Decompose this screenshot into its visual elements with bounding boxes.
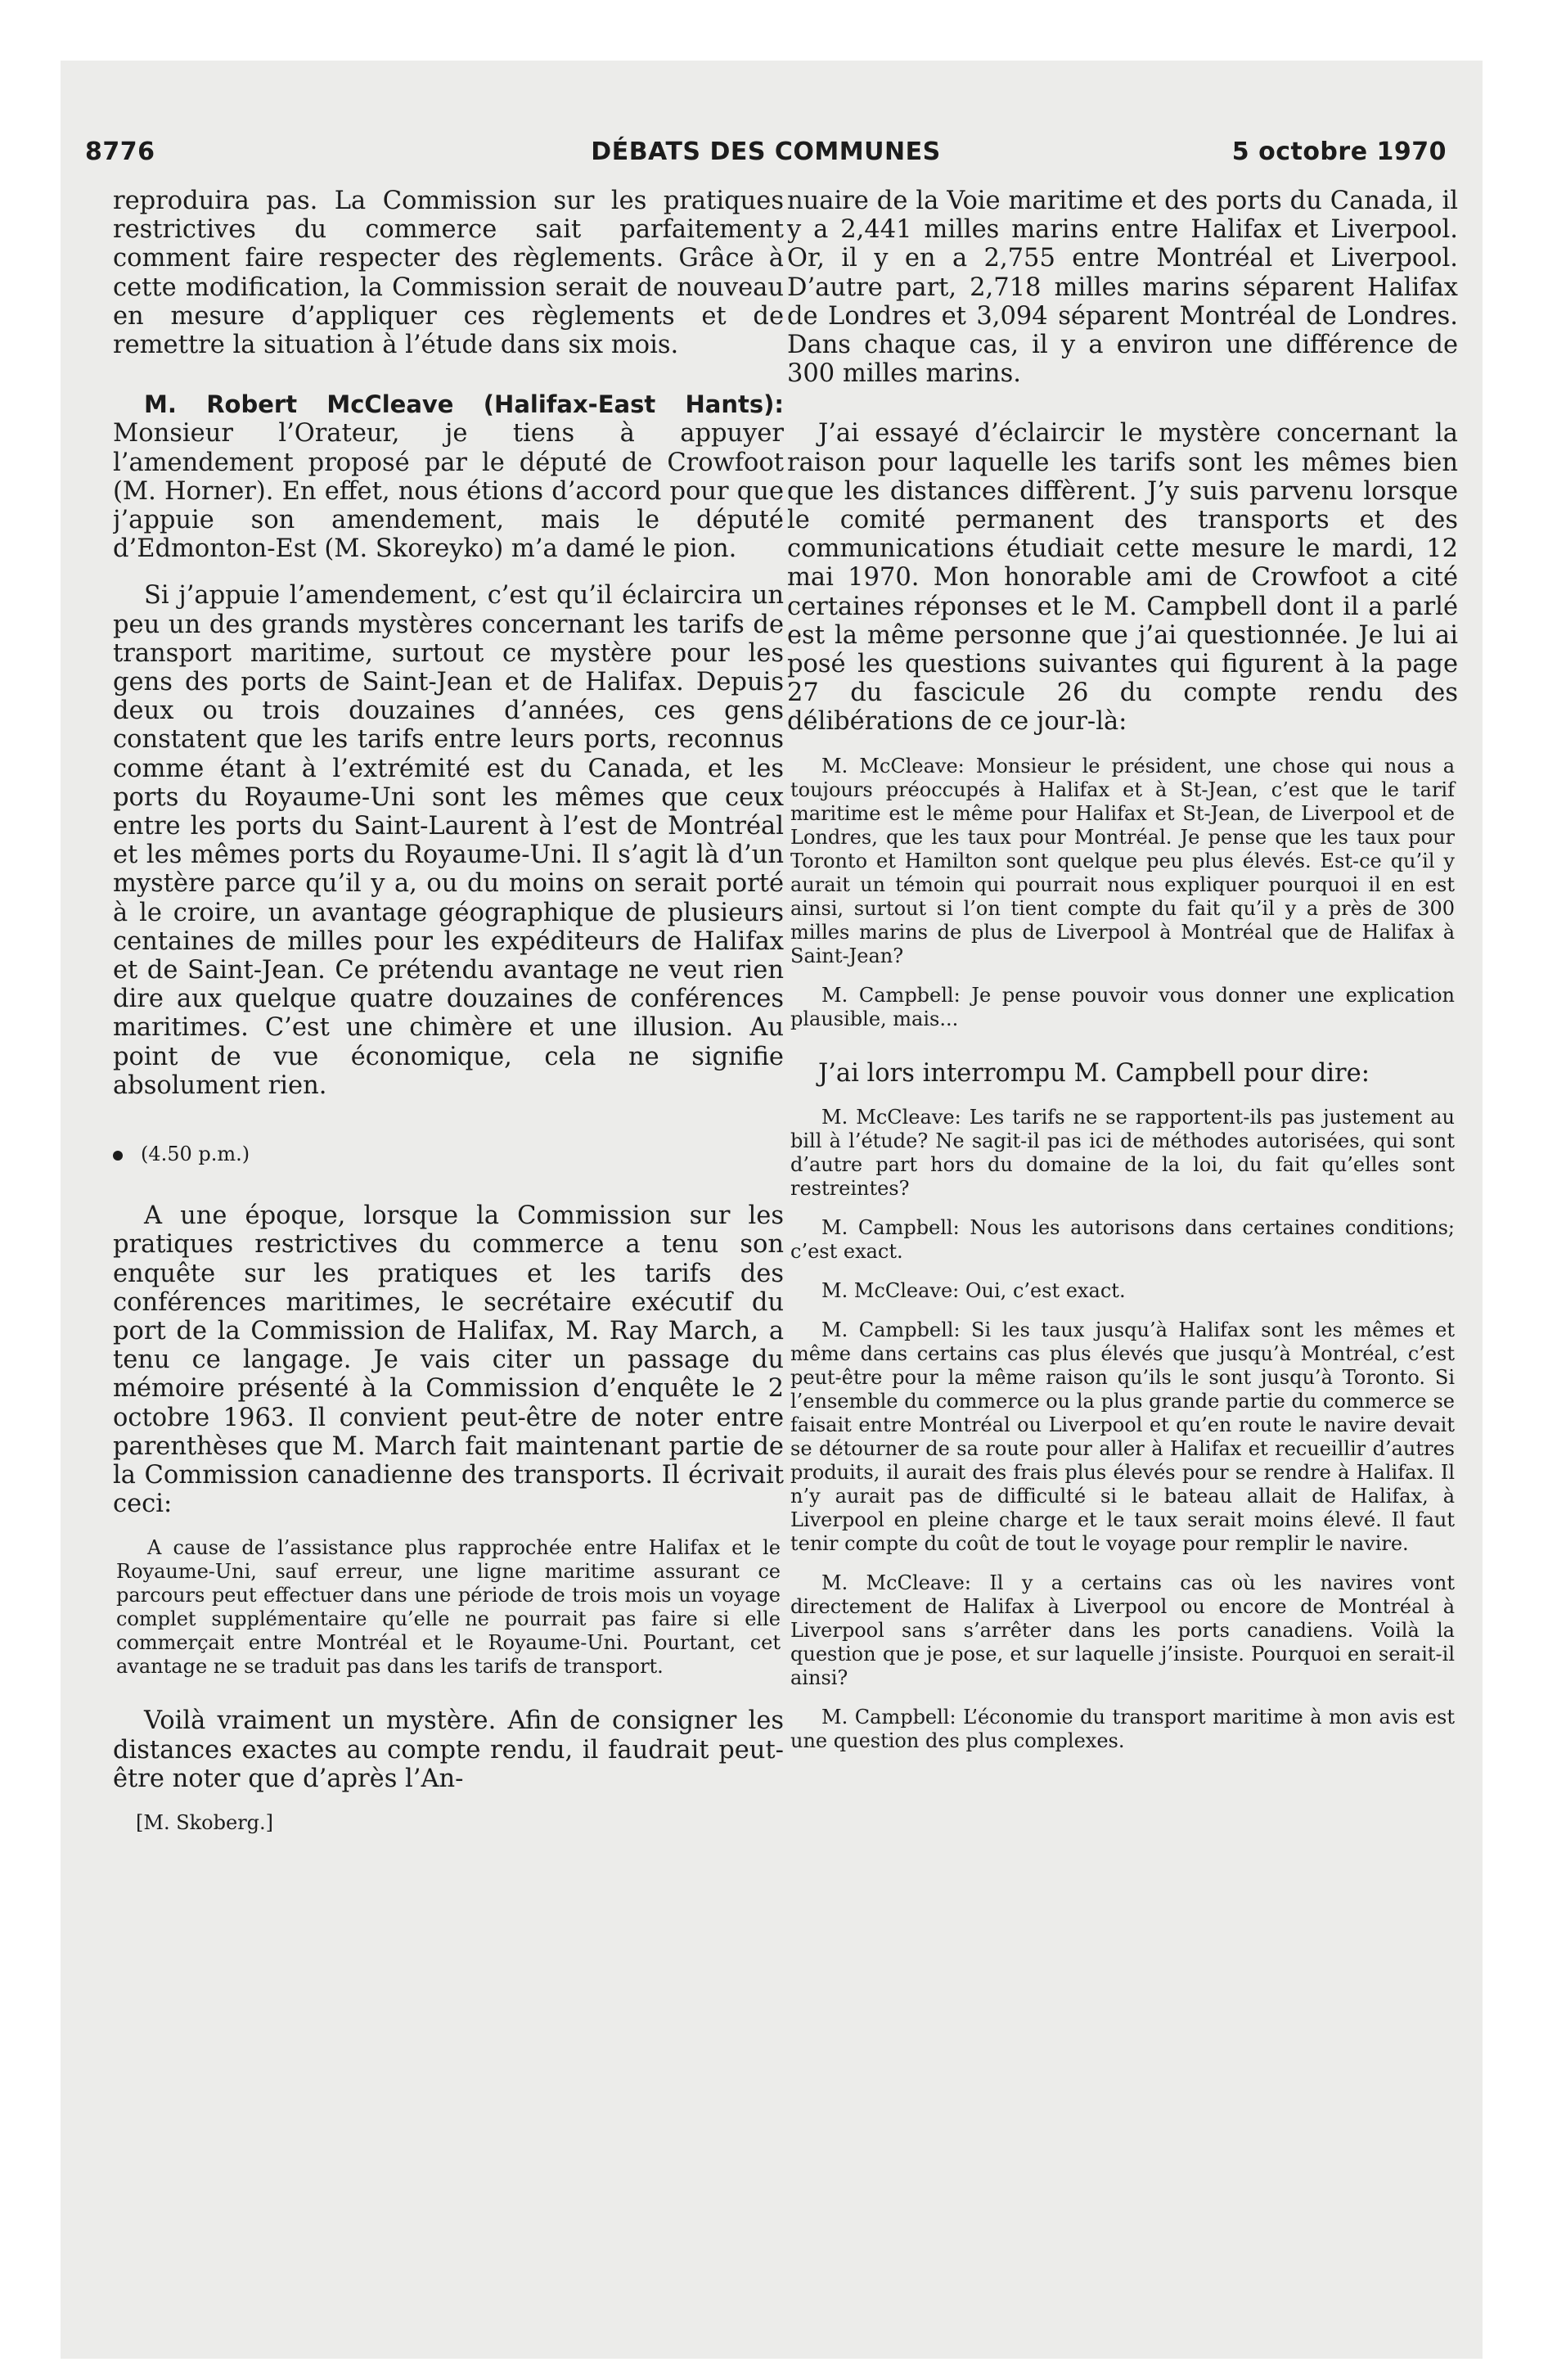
quotation: A cause de l’assistance plus rapprochée entre Halifax et le Royaume-Uni, sauf erreur, une ligne maritime assurant ce parcours peut effectuer dans une période de trois mois un voyage complet supplémentaire qu’elle ne pourrait pas faire si elle commerçait entre Montréal et le Royaume-Uni. Pourtant, cet avantage ne se traduit pas dans les tarifs de transport. [116, 1536, 781, 1679]
paragraph: Si j’appuie l’amendement, c’est qu’il éclaircira un peu un des grands mystères concernant les tarifs de transport maritime, surtout ce mystère pour les gens des ports de Saint-Jean et de Halifax. Depuis deux ou trois douzaines d’années, ces gens constatent que les tarifs entre leurs ports, reconnus comme étant à l’extrémité est du Canada, et les ports du Royaume-Uni sont les mêmes que ceux entre les ports du Saint-Laurent à l’est de Montréal et les mêmes ports du Royaume-Uni. Il s’agit là d’un mystère parce qu’il y a, ou du moins on serait porté à le croire, un avantage géographique de plusieurs centaines de milles pour les expéditeurs de Halifax et de Saint-Jean. Ce prétendu avantage ne veut rien dire aux quelque quatre douzaines de conférences maritimes. C’est une chimère et une illusion. Au point de vue économique, cela ne signifie absolument rien. [113, 581, 784, 1100]
quotation-block [116, 1536, 781, 1679]
page-number: 8776 [85, 137, 155, 166]
speech-paragraph [113, 390, 784, 563]
transcript-line: M. McCleave: Monsieur le président, une chose qui nous a toujours préoccupés à Halifax et à St-Jean, c’est que le tarif maritime est le même pour Halifax et St-Jean, de Liverpool et de Londres, que les taux pour Montréal. Je pense que les taux pour Toronto et Hamilton sont quelque peu plus élevés. Est-ce qu’il y aurait un témoin qui pourrait nous expliquer pourquoi il en est ainsi, surtout si l’on tient compte du fait qu’il y a près de 300 milles marins de plus de Liverpool à Montréal que de Halifax à Saint-Jean? [790, 754, 1455, 967]
paragraph: reproduira pas. La Commission sur les pratiques restrictives du commerce sait parfaitement comment faire respecter des règlements. Grâce à cette modification, la Commission serait de nouveau en mesure d’appliquer ces règlements et de remettre la situation à l’étude dans six mois. [113, 187, 784, 360]
running-title: DÉBATS DES COMMUNES [591, 137, 941, 166]
time-text: (4.50 p.m.) [141, 1143, 250, 1166]
transcript-line: M. McCleave: Oui, c’est exact. [821, 1278, 1126, 1302]
speech-text: Monsieur l’Orateur, je tiens à appuyer l’amendement proposé par le député de Crowfoot (M. Horner). En effet, nous étions d’accord pour que j’appuie son amendement, mais le député d’Edmonton-Est (M. Skoreyko) m’a damé le pion. [113, 419, 784, 564]
speaker-name: M. Robert McCleave (Halifax-East Hants): [144, 390, 784, 419]
paragraph: nuaire de la Voie maritime et des ports du Canada, il y a 2,441 milles marins entre Halifax et Liverpool. Or, il y en a 2,755 entre Montréal et Liverpool. D’autre part, 2,718 milles marins séparent Halifax de Londres et 3,094 séparent Montréal de Londres. Dans chaque cas, il y a environ une différence de 300 milles marins. [787, 187, 1458, 389]
transcript-line: M. McCleave: Les tarifs ne se rapportent-ils pas justement au bill à l’étude? Ne sagit-il pas ici de méthodes autorisées, qui sont d’autre part hors du domaine de la loi, du fait qu’elles sont restreintes? [790, 1105, 1455, 1200]
right-column [787, 187, 1458, 2290]
transcript-excerpt-1 [790, 755, 1455, 1031]
paragraph: A une époque, lorsque la Commission sur les pratiques restrictives du commerce a tenu son enquête sur les pratiques et les tarifs des conférences maritimes, le secrétaire exécutif du port de la Commission de Halifax, M. Ray March, a tenu ce langage. Je vais citer un passage du mémoire présenté à la Commission d’enquête le 2 octobre 1963. Il convient peut-être de noter entre parenthèses que M. March fait maintenant partie de la Commission canadienne des transports. Il écrivait ceci: [113, 1201, 784, 1519]
left-column [113, 187, 784, 2290]
bullet-icon [113, 1151, 123, 1161]
transcript-excerpt-2 [790, 1106, 1455, 1753]
paragraph: J’ai essayé d’éclaircir le mystère concernant la raison pour laquelle les tarifs sont les mêmes bien que les distances diffèrent. J’y suis parvenu lorsque le comité permanent des transports et des communications étudiait cette mesure le mardi, 12 mai 1970. Mon honorable ami de Crowfoot a cité certaines réponses et le M. Campbell dont il a parlé est la même personne que j’ai questionnée. Je lui ai posé les questions suivantes qui figurent à la page 27 du fascicule 26 du compte rendu des délibérations de ce jour-là: [787, 419, 1458, 737]
page-date: 5 octobre 1970 [1231, 137, 1447, 166]
time-marker [113, 1143, 784, 1165]
paragraph: Voilà vraiment un mystère. Afin de consigner les distances exactes au compte rendu, il faudrait peut-être noter que d’après l’An- [113, 1706, 784, 1793]
transcript-line: M. Campbell: Nous les autorisons dans certaines conditions; c’est exact. [790, 1215, 1455, 1263]
transcript-line: M. McCleave: Il y a certains cas où les navires vont directement de Halifax à Liverpool ou encore de Montréal à Liverpool sans s’arrêter dans les ports canadiens. Voilà la question que je pose, et sur laquelle j’insiste. Pourquoi en serait-il ainsi? [790, 1571, 1455, 1689]
transcript-line: M. Campbell: Si les taux jusqu’à Halifax sont les mêmes et même dans certains cas plus élevés que jusqu’à Montréal, c’est peut-être pour la même raison qu’ils le sont jusqu’à Toronto. Si l’ensemble du commerce ou la plus grande partie du commerce se faisait entre Montréal ou Liverpool et qu’en route le navire devait se détourner de sa route pour aller à Halifax et recueillir d’autres produits, il aurait des frais plus élevés pour se rendre à Halifax. Il n’y aurait pas de difficulté si le bateau allait de Halifax, à Liverpool en pleine charge et le taux serait moins élevé. Il faut tenir compte du coût de tout le voyage pour remplir le navire. [790, 1318, 1455, 1555]
page-header [85, 137, 1447, 174]
column-footnote: [M. Skoberg.] [136, 1810, 274, 1834]
transcript-line: M. Campbell: L’économie du transport maritime à mon avis est une question des plus complexes. [790, 1705, 1455, 1752]
transcript-line: M. Campbell: Je pense pouvoir vous donner une explication plausible, mais... [790, 983, 1455, 1030]
paragraph: J’ai lors interrompu M. Campbell pour dire: [818, 1058, 1370, 1088]
